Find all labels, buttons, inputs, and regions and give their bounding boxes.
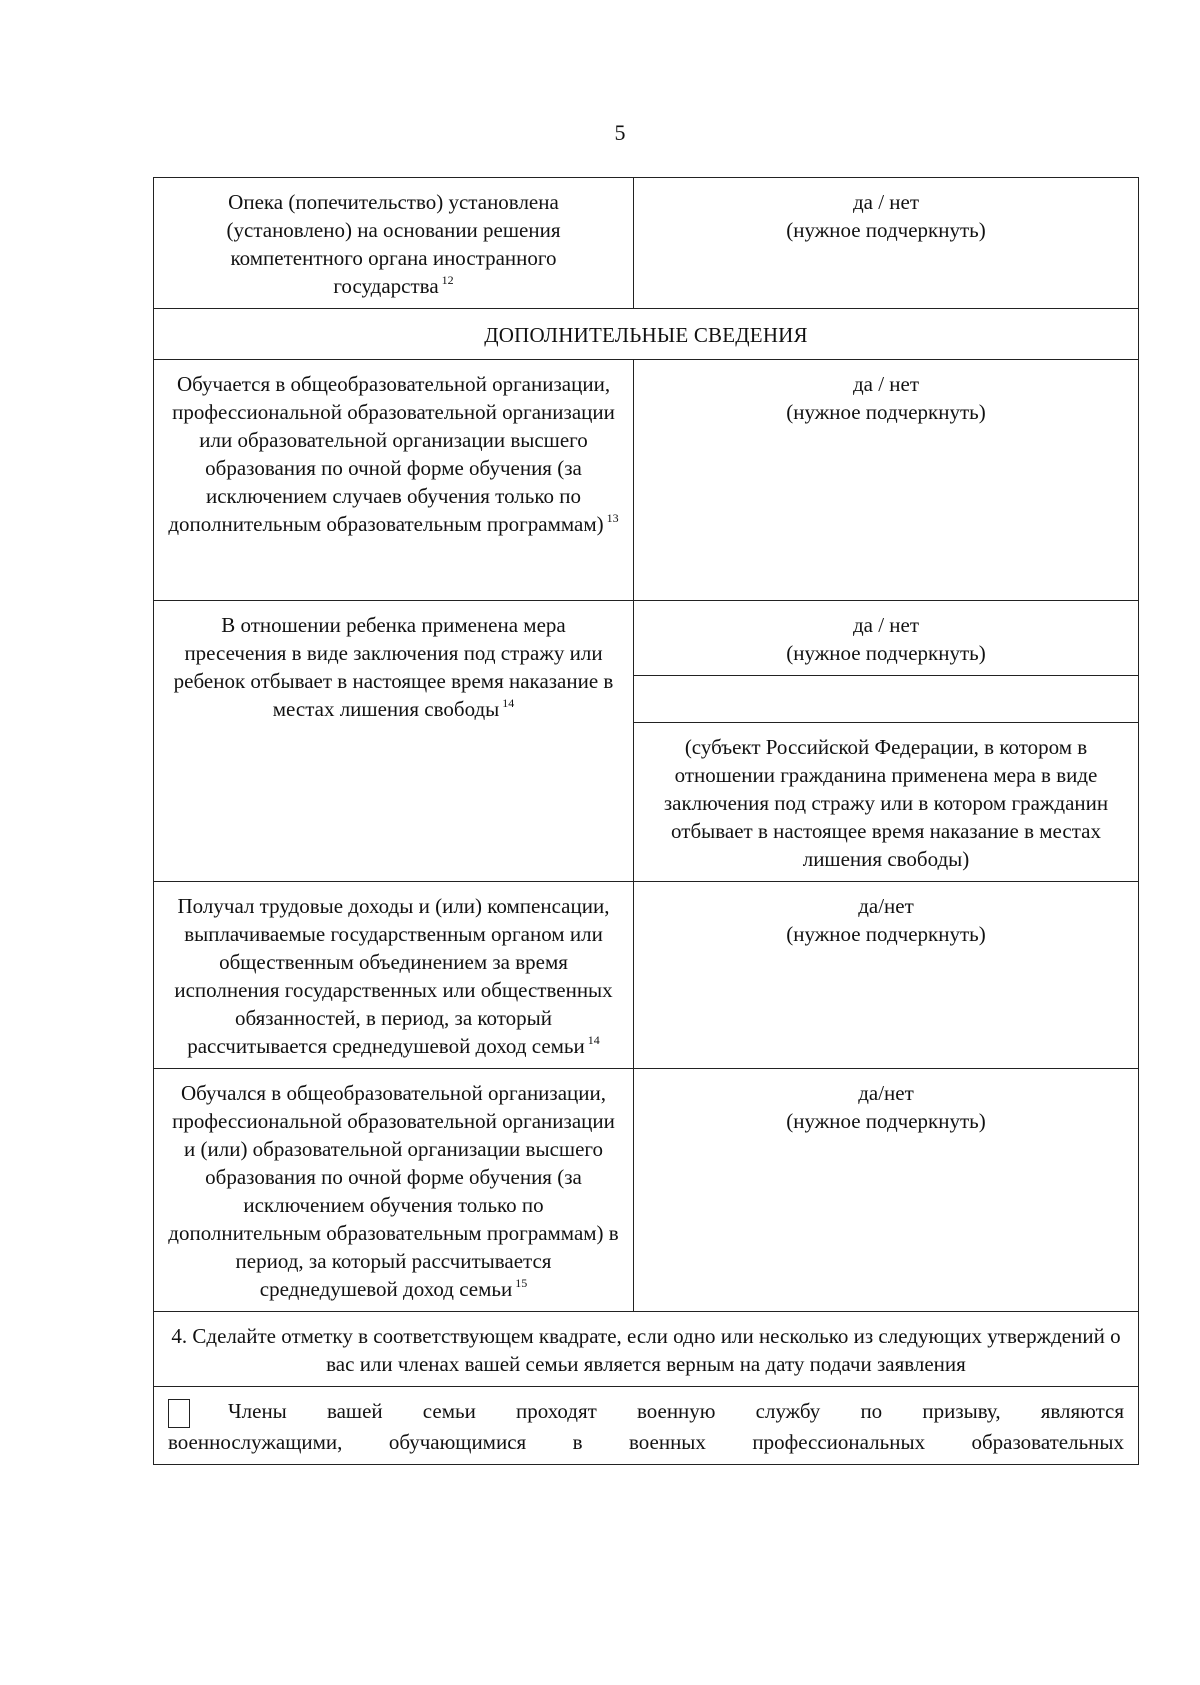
footnote-mark: 15 — [515, 1276, 528, 1290]
answer-hint: (нужное подчеркнуть) — [786, 1109, 986, 1133]
checkbox-row — [154, 1387, 1139, 1465]
region-caption: (субъект Российской Федерации, в котором в отношении гражданина применена мера в виде заключения под стражу или в котором гражданин отбывает в настоящее время наказание в местах лишения свободы) — [634, 723, 1139, 882]
answer-cell[interactable] — [634, 178, 1139, 309]
question-cell — [154, 360, 634, 601]
footnote-mark: 12 — [441, 273, 454, 287]
answer-cell[interactable] — [634, 1069, 1139, 1312]
question-cell — [154, 178, 634, 309]
question-cell — [154, 601, 634, 882]
answer-cell[interactable] — [634, 601, 1139, 676]
page-number: 5 — [614, 120, 626, 145]
answer-cell[interactable] — [634, 882, 1139, 1069]
answer-options[interactable]: да/нет — [858, 1081, 914, 1105]
question-text: В отношении ребенка применена мера пресечения в виде заключения под стражу или ребенок отбывает в настоящее время наказание в местах лишения свободы — [173, 613, 614, 721]
answer-hint: (нужное подчеркнуть) — [786, 400, 986, 424]
section-header: ДОПОЛНИТЕЛЬНЫЕ СВЕДЕНИЯ — [154, 309, 1139, 360]
footnote-mark: 13 — [606, 511, 619, 525]
application-form-table — [153, 177, 1139, 1465]
answer-options[interactable]: да/нет — [858, 894, 914, 918]
question-text: Обучался в общеобразовательной организации, профессиональной образовательной организации и (или) образовательной организации высшего образования по очной форме обучения (за исключением обучения только по дополнительным образовательным программам) в период, за который рассчитывается среднедушевой доход семьи — [168, 1081, 619, 1301]
table-row — [154, 601, 1139, 676]
table-row — [154, 178, 1139, 309]
answer-hint: (нужное подчеркнуть) — [786, 922, 986, 946]
statement-instruction: 4. Сделайте отметку в соответствующем квадрате, если одно или несколько из следующих утверждений о вас или членах вашей семьи является верным на дату подачи заявления — [154, 1312, 1139, 1387]
question-text: Опека (попечительство) установлена (установлено) на основании решения компетентного органа иностранного государства — [226, 190, 561, 298]
military-service-checkbox[interactable] — [168, 1399, 190, 1428]
answer-options[interactable]: да / нет — [852, 190, 920, 214]
table-row — [154, 1069, 1139, 1312]
statement-row — [154, 1312, 1139, 1387]
answer-cell[interactable] — [634, 360, 1139, 601]
footnote-mark: 14 — [587, 1033, 600, 1047]
question-cell — [154, 1069, 634, 1312]
checkbox-label-line2: военнослужащими, обучающимися в военных профессиональных образовательных — [168, 1430, 1124, 1454]
question-text: Получал трудовые доходы и (или) компенсации, выплачиваемые государственным органом или общественным объединением за время исполнения государственных или общественных обязанностей, в период, за который рассчитывается среднедушевой доход семьи — [174, 894, 613, 1058]
answer-options[interactable]: да / нет — [852, 372, 920, 396]
table-row — [154, 882, 1139, 1069]
answer-hint: (нужное подчеркнуть) — [786, 218, 986, 242]
table-row — [154, 360, 1139, 601]
question-cell — [154, 882, 634, 1069]
answer-options[interactable]: да / нет — [852, 613, 920, 637]
region-input-cell[interactable] — [634, 676, 1139, 723]
answer-hint: (нужное подчеркнуть) — [786, 641, 986, 665]
question-text: Обучается в общеобразовательной организации, профессиональной образовательной организации или образовательной организации высшего образования по очной форме обучения (за исключением случаев обучения только по дополнительным образовательным программам) — [168, 372, 615, 536]
footnote-mark: 14 — [502, 696, 515, 710]
checkbox-item — [154, 1387, 1139, 1465]
checkbox-label-line1: Члены вашей семьи проходят военную службу по призыву, являются — [228, 1399, 1124, 1423]
section-header-row — [154, 309, 1139, 360]
